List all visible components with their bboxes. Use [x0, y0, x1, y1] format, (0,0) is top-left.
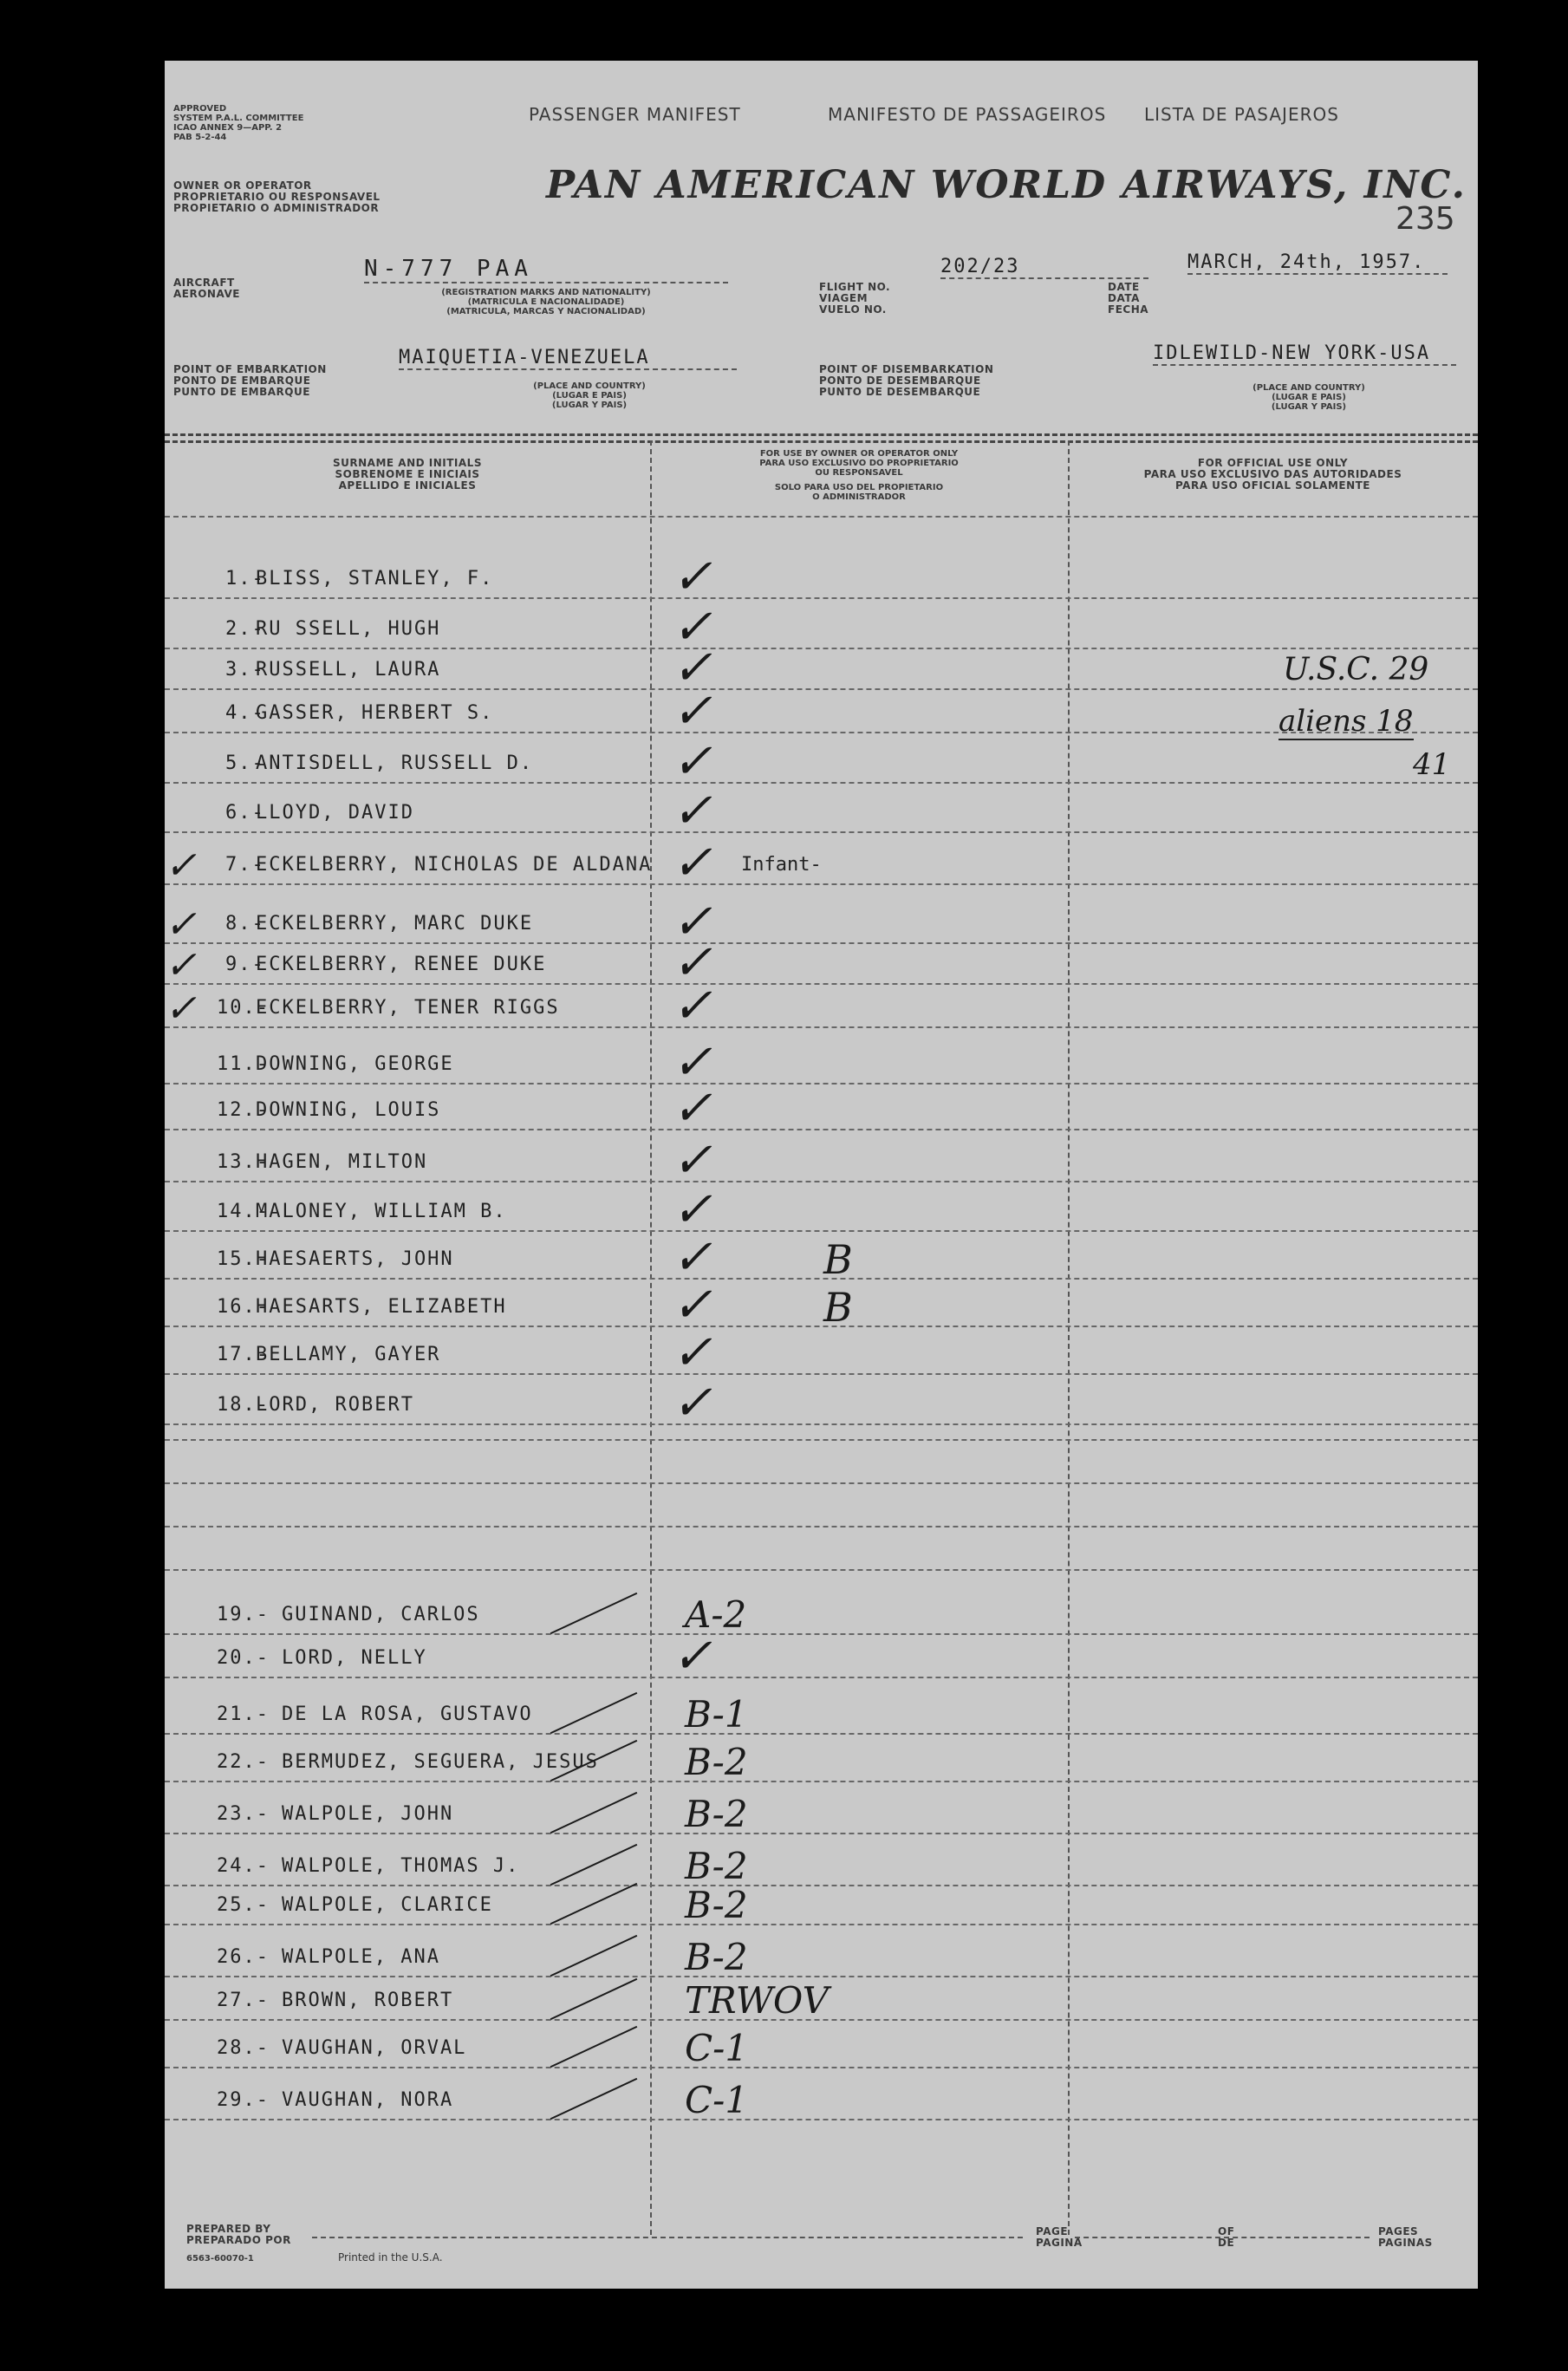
printed-note: Printed in the U.S.A. [338, 2251, 443, 2264]
operator-mark: TRWOV [685, 1979, 829, 2022]
owner-label-line: PROPRIETARIO OU RESPONSAVEL [173, 191, 381, 203]
disembark-label-line: PONTO DE DESEMBARQUE [819, 375, 981, 387]
header-line: SOBRENOME E INICIAIS [335, 468, 480, 480]
operator-mark: C-1 [685, 2027, 749, 2069]
passenger-row [165, 1229, 1478, 1286]
page-label-line: PAGE [1036, 2225, 1069, 2237]
passenger-name: LORD, NELLY [282, 1647, 427, 1669]
operator-mark: ✓ [672, 1229, 712, 1286]
aircraft-label-line: AIRCRAFT [173, 277, 235, 289]
passenger-row [165, 640, 1478, 696]
passenger-name: WALPOLE, ANA [282, 1946, 440, 1968]
operator-mark: B-2 [685, 1845, 748, 1887]
flight-label-line: VUELO NO. [819, 303, 887, 316]
date-label [1108, 282, 1148, 316]
passenger-number: 21.- [217, 1703, 270, 1725]
operator-mark: ✓ [672, 1182, 712, 1238]
operator-mark: ✓ [672, 733, 712, 790]
left-check-icon: ✓ [165, 844, 197, 888]
operator-mark: ✓ [672, 978, 712, 1034]
date-label-line: DATE [1108, 281, 1140, 293]
prepared-rule [312, 2237, 1023, 2238]
slash-mark [550, 2026, 638, 2068]
usc-annotation: U.S.C. 29 [1283, 652, 1429, 687]
passenger-row [165, 2079, 1478, 2124]
passenger-name: BROWN, ROBERT [282, 1990, 454, 2011]
row-rule [165, 1482, 1478, 1484]
passenger-name: LLOYD, DAVID [256, 802, 414, 824]
caption-line: (PLACE AND COUNTRY) [533, 381, 646, 391]
passenger-name: GASSER, HERBERT S. [256, 702, 494, 724]
passenger-name: RU SSELL, HUGH [256, 618, 441, 640]
passenger-row [165, 1080, 1478, 1137]
operator-mark: B-2 [685, 1884, 748, 1926]
left-check-icon: ✓ [165, 943, 197, 987]
aircraft-label [173, 277, 240, 300]
page-number: 235 [1396, 201, 1455, 237]
caption-line: (PLACE AND COUNTRY) [1252, 383, 1365, 393]
disembark-label [819, 364, 993, 398]
passenger-row [165, 783, 1478, 839]
disembark-label-line: PUNTO DE DESEMBARQUE [819, 386, 981, 398]
caption-line: (REGISTRATION MARKS AND NATIONALITY) [441, 288, 651, 297]
passenger-name: ECKELBERRY, NICHOLAS DE ALDANA [256, 854, 653, 876]
header-line: SOLO PARA USO DEL PROPIETARIO [774, 483, 944, 492]
passenger-name: VAUGHAN, ORVAL [282, 2037, 467, 2059]
passenger-name: WALPOLE, JOHN [282, 1803, 454, 1825]
caption-line: (LUGAR Y PAIS) [1271, 402, 1347, 412]
passenger-name: DE LA ROSA, GUSTAVO [282, 1703, 533, 1725]
passenger-number: 18.- [217, 1394, 270, 1416]
passenger-name: HAESAERTS, JOHN [256, 1248, 454, 1270]
passenger-name: LORD, ROBERT [256, 1394, 414, 1416]
of-label [1218, 2226, 1234, 2249]
approval-line: APPROVED [173, 104, 227, 114]
page-label-line: PAGINA [1036, 2237, 1083, 2249]
row-rule [165, 1526, 1478, 1527]
aircraft-label-line: AERONAVE [173, 288, 240, 300]
passenger-row [165, 1628, 1478, 1684]
disembark-value: IDLEWILD-NEW YORK-USA [1153, 342, 1456, 366]
column-header-operator [650, 449, 1068, 502]
left-check-icon: ✓ [165, 902, 197, 947]
passenger-name: BLISS, STANLEY, F. [256, 568, 494, 589]
passenger-number: 9.- [225, 954, 265, 975]
date-label-line: FECHA [1108, 303, 1149, 316]
passenger-number: 23.- [217, 1803, 270, 1825]
passenger-number: 29.- [217, 2089, 270, 2111]
passenger-row [165, 1884, 1478, 1929]
passenger-row [165, 599, 1478, 655]
passenger-row [165, 1936, 1478, 1981]
embark-label-line: PUNTO DE EMBARQUE [173, 386, 310, 398]
title-english: PASSENGER MANIFEST [529, 104, 741, 125]
passenger-number: 17.- [217, 1344, 270, 1365]
approval-line: SYSTEM P.A.L. COMMITTEE [173, 114, 304, 123]
slash-mark [550, 1935, 638, 1977]
pages-label-line: PAGINAS [1378, 2237, 1433, 2249]
row-rule [165, 1439, 1478, 1441]
header-line: FOR OFFICIAL USE ONLY [1197, 457, 1349, 469]
passenger-row [165, 835, 1478, 891]
embark-place-caption [477, 381, 702, 410]
passenger-row [165, 1182, 1478, 1238]
passenger-name: BELLAMY, GAYER [256, 1344, 441, 1365]
passenger-note: Infant- [741, 854, 822, 876]
operator-mark: B-2 [685, 1793, 748, 1835]
passenger-number: 11.- [217, 1053, 270, 1075]
registration-caption [364, 288, 728, 316]
passenger-row [165, 1593, 1478, 1638]
row-rule [165, 1569, 1478, 1571]
passenger-number: 16.- [217, 1296, 270, 1318]
manifest-sheet [165, 61, 1478, 2289]
passenger-row [165, 978, 1478, 1034]
passenger-number: 25.- [217, 1894, 270, 1916]
header-line: OU RESPONSAVEL [815, 468, 903, 478]
approval-line: ICAO ANNEX 9—APP. 2 [173, 123, 283, 133]
passenger-name: WALPOLE, CLARICE [282, 1894, 493, 1916]
caption-line: (MATRICULA, MARCAS Y NACIONALIDAD) [446, 307, 646, 316]
operator-mark: B-1 [685, 1693, 748, 1736]
operator-mark: ✓ [672, 549, 712, 605]
passenger-name: VAUGHAN, NORA [282, 2089, 454, 2111]
aircraft-value: N-777 PAA [364, 256, 728, 283]
passenger-row [165, 1034, 1478, 1091]
passenger-row [165, 1979, 1478, 2024]
table-top-rule [165, 433, 1478, 436]
flight-label-line: FLIGHT NO. [819, 281, 891, 293]
operator-mark: ✓ [672, 1277, 712, 1333]
operator-mark: ✓ [672, 1034, 712, 1091]
caption-line: (MATRICULA E NACIONALIDADE) [467, 297, 625, 307]
passenger-note: B [823, 1236, 853, 1283]
slash-mark [550, 2078, 638, 2120]
passenger-row [165, 2027, 1478, 2072]
operator-mark: ✓ [672, 683, 712, 739]
operator-mark: B-2 [685, 1936, 748, 1978]
manifest-table [165, 433, 1478, 2254]
airline-name: PAN AMERICAN WORLD AIRWAYS, INC. [546, 163, 1467, 207]
embark-label-line: PONTO DE EMBARQUE [173, 375, 311, 387]
slash-mark [550, 1978, 638, 2020]
passenger-row [165, 1693, 1478, 1738]
left-check-icon: ✓ [165, 987, 197, 1031]
slash-mark [550, 1792, 638, 1834]
passenger-row [165, 1845, 1478, 1890]
passenger-number: 15.- [217, 1248, 270, 1270]
passenger-number: 13.- [217, 1151, 270, 1173]
passenger-number: 24.- [217, 1855, 270, 1877]
prepared-line: PREPARED BY [186, 2223, 271, 2235]
approval-line: PAB 5-2-44 [173, 133, 227, 142]
passenger-row [165, 1325, 1478, 1381]
passenger-name: DOWNING, LOUIS [256, 1099, 441, 1121]
flight-label [819, 282, 890, 316]
passenger-number: 22.- [217, 1751, 270, 1773]
header-line: PARA USO EXCLUSIVO DO PROPRIETARIO [759, 459, 959, 468]
caption-line: (LUGAR E PAIS) [1272, 393, 1346, 402]
owner-label [173, 180, 468, 214]
operator-mark: ✓ [672, 783, 712, 839]
passenger-name: ECKELBERRY, TENER RIGGS [256, 997, 560, 1019]
passenger-row [165, 1277, 1478, 1333]
passenger-number: 1.- [225, 568, 265, 589]
slash-mark [550, 1593, 638, 1634]
passenger-name: HAESARTS, ELIZABETH [256, 1296, 507, 1318]
title-portuguese: MANIFESTO DE PASSAGEIROS [828, 104, 1107, 125]
flight-label-line: VIAGEM [819, 292, 869, 304]
passenger-number: 3.- [225, 659, 265, 681]
passenger-name: ECKELBERRY, RENEE DUKE [256, 954, 547, 975]
header-line: PARA USO EXCLUSIVO DAS AUTORIDADES [1143, 468, 1402, 480]
passenger-name: DOWNING, GEORGE [256, 1053, 454, 1075]
operator-mark: ✓ [672, 894, 712, 950]
operator-mark: C-1 [685, 2079, 749, 2121]
passenger-number: 27.- [217, 1990, 270, 2011]
passenger-number: 19.- [217, 1604, 270, 1625]
header-bottom-rule [165, 516, 1478, 518]
approval-block [173, 104, 347, 142]
owner-label-line: PROPIETARIO O ADMINISTRADOR [173, 202, 380, 214]
slash-mark [550, 1844, 638, 1886]
passenger-name: ANTISDELL, RUSSELL D. [256, 752, 534, 774]
disembark-place-caption [1196, 383, 1422, 412]
flight-value: 202/23 [940, 256, 1148, 279]
passenger-row [165, 894, 1478, 950]
operator-mark: ✓ [672, 640, 712, 696]
caption-line: (LUGAR E PAIS) [552, 391, 627, 401]
passenger-name: WALPOLE, THOMAS J. [282, 1855, 520, 1877]
passenger-row [165, 1741, 1478, 1786]
aliens-annotation: aliens 18 [1278, 704, 1414, 739]
of-label-line: OF [1218, 2225, 1235, 2237]
prepared-line: PREPARADO POR [186, 2234, 291, 2246]
passenger-note: B [823, 1284, 853, 1331]
prepared-label [186, 2224, 291, 2246]
slash-mark [550, 1692, 638, 1734]
operator-mark: ✓ [672, 1325, 712, 1381]
passenger-number: 28.- [217, 2037, 270, 2059]
passenger-number: 12.- [217, 1099, 270, 1121]
passenger-row [165, 1375, 1478, 1431]
passenger-number: 8.- [225, 913, 265, 935]
passenger-number: 10.- [217, 997, 270, 1019]
date-value: MARCH, 24th, 1957. [1187, 251, 1448, 275]
header-line: APELLIDO E INICIALES [338, 479, 477, 492]
caption-line: (LUGAR Y PAIS) [551, 401, 628, 410]
embark-value: MAIQUETIA-VENEZUELA [399, 347, 737, 370]
passenger-number: 14.- [217, 1201, 270, 1222]
passenger-number: 4.- [225, 702, 265, 724]
passenger-name: RUSSELL, LAURA [256, 659, 441, 681]
operator-mark: ✓ [672, 1628, 712, 1684]
operator-mark: B-2 [685, 1741, 748, 1783]
pages-label-line: PAGES [1378, 2225, 1419, 2237]
embark-label-line: POINT OF EMBARKATION [173, 363, 327, 375]
passenger-number: 2.- [225, 618, 265, 640]
passenger-number: 5.- [225, 752, 265, 774]
passenger-row [165, 1793, 1478, 1838]
form-number: 6563-60070-1 [186, 2254, 254, 2264]
title-spanish: LISTA DE PASAJEROS [1144, 104, 1339, 125]
passenger-name: BERMUDEZ, SEGUERA, JESUS [282, 1751, 599, 1773]
operator-mark: ✓ [672, 1080, 712, 1137]
passenger-number: 20.- [217, 1647, 270, 1669]
passenger-name: GUINAND, CARLOS [282, 1604, 480, 1625]
operator-mark: ✓ [672, 1375, 712, 1431]
operator-mark: ✓ [672, 599, 712, 655]
header-line: PARA USO OFICIAL SOLAMENTE [1174, 479, 1371, 492]
passenger-number: 6.- [225, 802, 265, 824]
header-line: SURNAME AND INITIALS [333, 457, 482, 469]
passenger-row [165, 935, 1478, 991]
passenger-number: 26.- [217, 1946, 270, 1968]
passenger-row [165, 733, 1478, 790]
total-annotation: 41 [1413, 747, 1451, 782]
table-top-rule [165, 440, 1478, 443]
column-header-official [1068, 458, 1478, 492]
operator-mark: A-2 [685, 1593, 747, 1636]
pages-label [1378, 2226, 1433, 2249]
operator-mark: ✓ [672, 1132, 712, 1189]
header-line: FOR USE BY OWNER OR OPERATOR ONLY [759, 449, 959, 459]
column-header-surname [165, 458, 650, 492]
disembark-label-line: POINT OF DISEMBARKATION [819, 363, 994, 375]
embark-label [173, 364, 327, 398]
passenger-name: MALONEY, WILLIAM B. [256, 1201, 507, 1222]
header-line: O ADMINISTRADOR [812, 492, 906, 502]
operator-mark: ✓ [672, 935, 712, 991]
passenger-row [165, 549, 1478, 605]
passenger-name: HAGEN, MILTON [256, 1151, 428, 1173]
operator-mark: ✓ [672, 835, 712, 891]
passenger-number: 7.- [225, 854, 265, 876]
passenger-name: ECKELBERRY, MARC DUKE [256, 913, 534, 935]
owner-label-line: OWNER OR OPERATOR [173, 179, 312, 192]
passenger-row [165, 1132, 1478, 1189]
date-label-line: DATA [1108, 292, 1140, 304]
of-label-line: DE [1218, 2237, 1235, 2249]
